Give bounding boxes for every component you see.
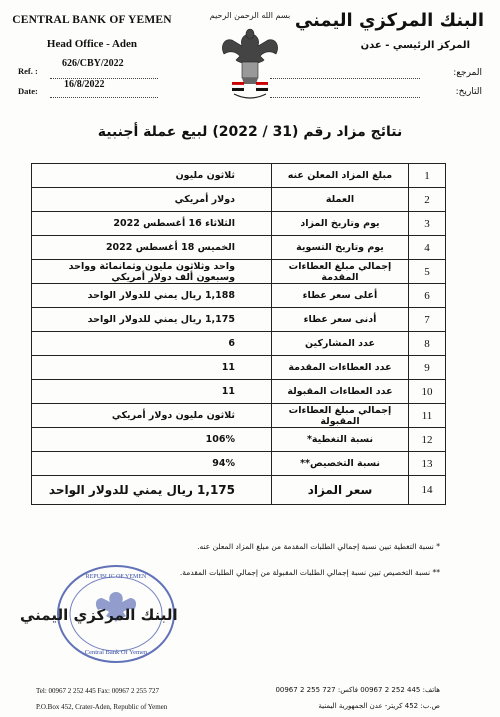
table-row (32, 188, 446, 212)
table-row (32, 308, 446, 332)
row-number: 12 (409, 428, 446, 452)
row-label: مبلغ المزاد المعلن عنه (272, 164, 409, 188)
row-value: 1,175 ريال يمني للدولار الواحد (32, 476, 272, 505)
table-row (32, 356, 446, 380)
row-value: دولار أمريكي (32, 188, 272, 212)
row-label: سعر المزاد (272, 476, 409, 505)
row-label: أدنى سعر عطاء (272, 308, 409, 332)
row-value: 11 (32, 356, 272, 380)
row-value: الخميس 18 أغسطس 2022 (32, 236, 272, 260)
table-row (32, 476, 446, 505)
table-row (32, 380, 446, 404)
row-label: إجمالي مبلغ العطاءات المقبولة (272, 404, 409, 428)
bank-name-ar: البنك المركزي اليمني (294, 10, 484, 31)
table-row (32, 452, 446, 476)
date-underline-ar (270, 97, 420, 98)
table-row (32, 284, 446, 308)
row-number: 2 (409, 188, 446, 212)
row-value: 1,188 ريال يمني للدولار الواحد (32, 284, 272, 308)
row-label: يوم وتاريخ المزاد (272, 212, 409, 236)
date-label-ar: التاريخ: (455, 87, 482, 97)
seal-text-bottom: Central Bank Of Yemen (84, 649, 148, 656)
ref-underline-ar (270, 78, 420, 79)
page-title: نتائج مزاد رقم (31 / 2022) لبيع عملة أجنبية (97, 124, 403, 140)
footer-tel-fax-en: Tel: 00967 2 252 445 Fax: 00967 2 255 727 (36, 687, 159, 695)
row-number: 7 (409, 308, 446, 332)
row-label: عدد العطاءات المقبولة (272, 380, 409, 404)
row-value: ثلاثون مليون دولار أمريكي (32, 404, 272, 428)
row-label: عدد العطاءات المقدمة (272, 356, 409, 380)
row-value: 1,175 ريال يمني للدولار الواحد (32, 308, 272, 332)
note-coverage: * نسبة التغطية تبين نسبة إجمالي الطلبات المقدمة من مبلغ المزاد المعلن عنه. (197, 542, 440, 551)
row-value: ثلاثون مليون (32, 164, 272, 188)
yemen-emblem-icon (210, 4, 290, 104)
row-label: العملة (272, 188, 409, 212)
head-office-en: Head Office - Aden (46, 38, 138, 50)
row-value: 11 (32, 380, 272, 404)
row-number: 13 (409, 452, 446, 476)
row-label: يوم وتاريخ التسوية (272, 236, 409, 260)
row-number: 4 (409, 236, 446, 260)
signature-bank-name: البنك المركزي اليمني (20, 606, 178, 624)
row-number: 8 (409, 332, 446, 356)
footer-po-box-en: P.O.Box 452, Crater-Aden, Republic of Yemen (36, 703, 168, 711)
row-number: 14 (409, 476, 446, 505)
date-label: Date: (18, 86, 38, 96)
row-value: 94% (32, 452, 272, 476)
table-row (32, 428, 446, 452)
head-office-ar: المركز الرئيسي - عدن (360, 40, 470, 51)
row-label: نسبة التخصيص** (272, 452, 409, 476)
ref-label: Ref. : (18, 66, 38, 76)
date-value: 16/8/2022 (64, 79, 105, 90)
date-underline (50, 97, 158, 98)
row-number: 9 (409, 356, 446, 380)
table-row (32, 236, 446, 260)
row-number: 11 (409, 404, 446, 428)
table-row (32, 212, 446, 236)
seal-text-top: REPUBLIC OF YEMEN (85, 574, 147, 580)
table-row (32, 260, 446, 284)
row-number: 10 (409, 380, 446, 404)
row-value: 106% (32, 428, 272, 452)
row-number: 6 (409, 284, 446, 308)
row-number: 1 (409, 164, 446, 188)
table-row (32, 164, 446, 188)
ref-label-ar: المرجع: (453, 68, 482, 78)
row-label: إجمالي مبلغ العطاءات المقدمة (272, 260, 409, 284)
row-label: عدد المشاركين (272, 332, 409, 356)
footer-po-box-ar: ص.ب: 452 كريتر- عدن الجمهورية اليمنية (318, 702, 440, 710)
row-label: نسبة التغطية* (272, 428, 409, 452)
auction-results-table (31, 163, 446, 505)
row-value: 6 (32, 332, 272, 356)
table-row (32, 404, 446, 428)
note-allocation: ** نسبة التخصيص تبين نسبة إجمالي الطلبات المقبولة من إجمالي الطلبات المقدمة. (179, 568, 440, 577)
basmala-text: بسم الله الرحمن الرحيم (210, 11, 290, 20)
row-number: 5 (409, 260, 446, 284)
bank-name-en: CENTRAL BANK OF YEMEN (12, 14, 172, 26)
row-value: الثلاثاء 16 أغسطس 2022 (32, 212, 272, 236)
row-label: أعلى سعر عطاء (272, 284, 409, 308)
row-number: 3 (409, 212, 446, 236)
ref-value: 626/CBY/2022 (62, 58, 124, 69)
table-row (32, 332, 446, 356)
footer-tel-fax-ar: هاتف: 445 252 2 00967 فاكس: 727 255 2 00967 (275, 686, 440, 694)
row-value: واحد وثلاثون مليون وثمانمائة وواحد وسبعون ألف دولار أمريكي (32, 260, 272, 284)
